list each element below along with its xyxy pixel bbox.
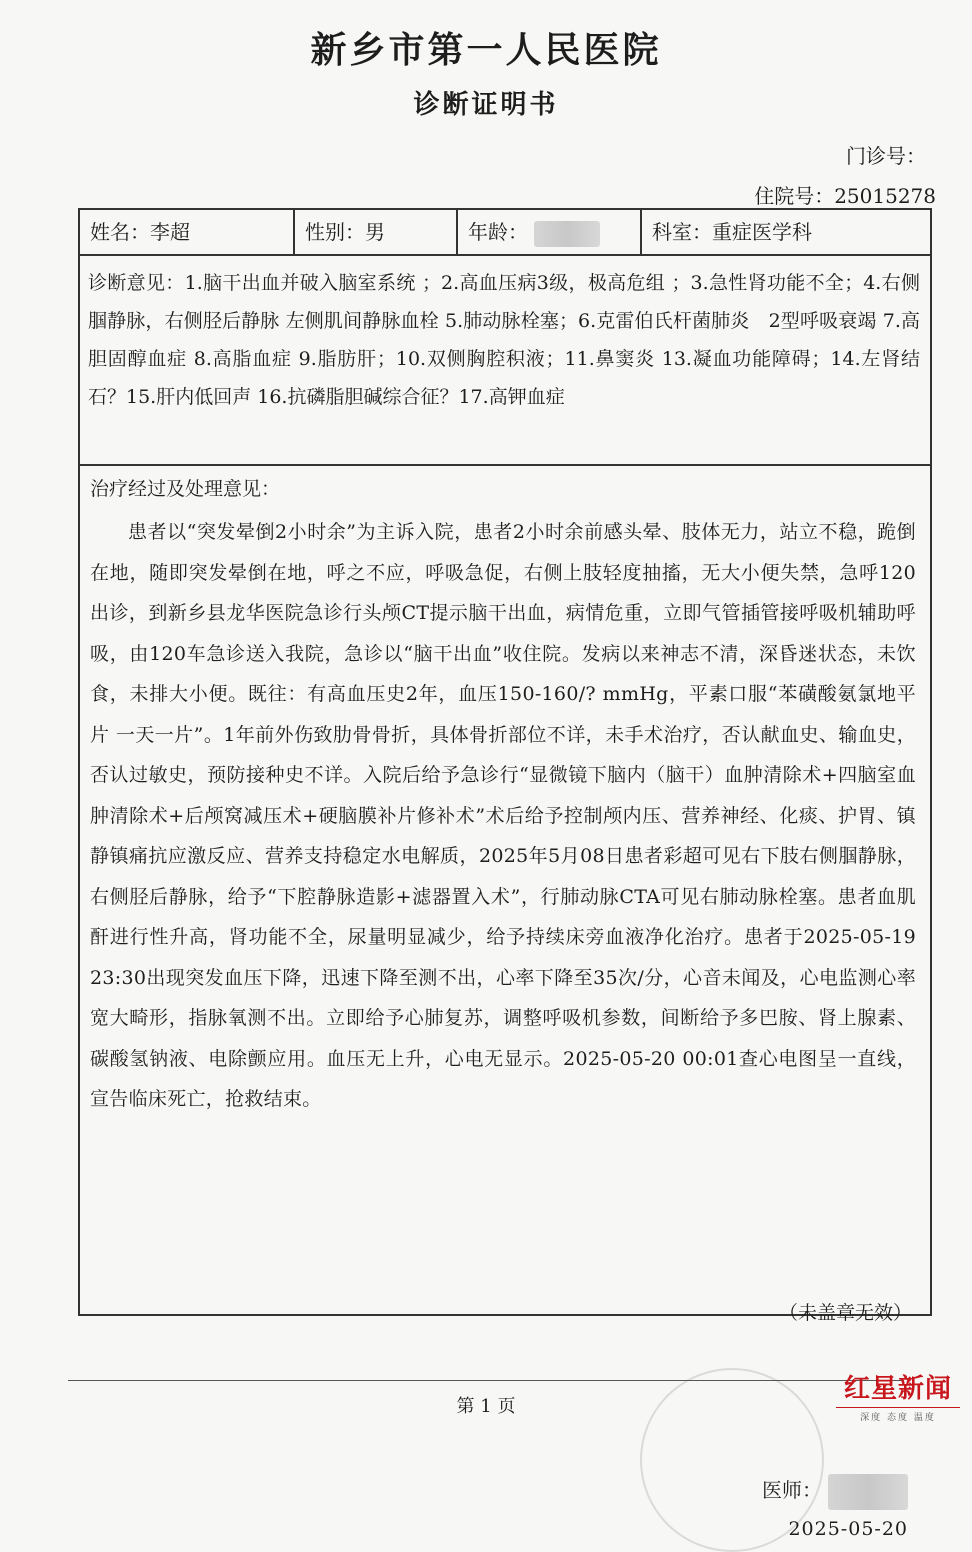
redacted-doctor-blur <box>828 1474 908 1510</box>
diagnosis-text: 诊断意见：1.脑干出血并破入脑室系统 ；2.高血压病3级，极高危组 ；3.急性肾功能不全；4.右侧腘静脉，右侧胫后静脉 左侧肌间静脉血栓 5.肺动脉栓塞；6.克雷伯氏杆菌肺炎 2型呼吸衰竭 7.高胆固醇血症 8.高脂血症 9.脂肪肝；10.双侧胸腔积液；11.鼻窦炎 13.凝血功能障碍；14.左肾结石？15.肝内低回声 16.抗磷脂胆碱综合征？17.高钾血症 <box>88 272 920 408</box>
patient-info-row <box>80 210 930 256</box>
doctor-signature <box>762 1470 908 1510</box>
patient-department: 科室：重症医学科 <box>652 220 812 244</box>
stamp-notice: （未盖章无效） <box>778 1302 912 1324</box>
inpatient-number: 住院号：25015278 <box>754 184 936 208</box>
patient-age-label: 年龄： <box>468 220 528 244</box>
watermark-brand: 红星新闻 <box>843 1374 952 1404</box>
hospital-name: 新乡市第一人民医院 <box>310 29 662 71</box>
outpatient-number: 门诊号： <box>846 144 926 168</box>
treatment-heading: 治疗经过及处理意见： <box>90 478 281 500</box>
page-number: 第 1 页 <box>456 1396 516 1417</box>
watermark-tagline: 深度 态度 温度 <box>836 1407 960 1423</box>
signature-date: 2025-05-20 <box>788 1518 908 1540</box>
patient-age <box>458 210 642 254</box>
patient-name: 姓名：李超 <box>80 210 295 254</box>
diagnosis-section <box>80 256 930 466</box>
doctor-label: 医师： <box>762 1478 822 1502</box>
footer-divider <box>68 1380 904 1381</box>
redacted-age-blur <box>534 221 600 247</box>
watermark-logo <box>836 1368 960 1423</box>
document-title: 诊断证明书 <box>413 90 559 120</box>
treatment-body: 患者以“突发晕倒2小时余”为主诉入院，患者2小时余前感头晕、肢体无力，站立不稳，跪倒在地，随即突发晕倒在地，呼之不应，呼吸急促，右侧上肢轻度抽搐，无大小便失禁，急呼120出诊，到新乡县龙华医院急诊行头颅CT提示脑干出血，病情危重，立即气管插管接呼吸机辅助呼吸，由120车急诊送入我院，急诊以“脑干出血”收住院。发病以来神志不清，深昏迷状态，未饮食，未排大小便。既往：有高血压史2年，血压150-160/? mmHg，平素口服“苯磺酸氨氯地平片 一天一片”。1年前外伤致肋骨骨折，具体骨折部位不详，未手术治疗，否认献血史、输血史，否认过敏史，预防接种史不详。入院后给予急诊行“显微镜下脑内（脑干）血肿清除术+四脑室血肿清除术+后颅窝减压术+硬脑膜补片修补术”术后给予控制颅内压、营养神经、化痰、护胃、镇静镇痛抗应激反应、营养支持稳定水电解质，2025年5月08日患者彩超可见右下肢右侧腘静脉，右侧胫后静脉，给予“下腔静脉造影+滤器置入术”，行肺动脉CTA可见右肺动脉栓塞。患者血肌酐进行性升高，肾功能不全，尿量明显减少，给予持续床旁血液净化治疗。患者于2025-05-19 23:30出现突发血压下降，迅速下降至测不出，心率下降至35次/分，心音未闻及，心电监测心率宽大畸形，指脉氧测不出。立即给予心肺复苏，调整呼吸机参数，间断给予多巴胺、肾上腺素、碳酸氢钠液、电除颤应用。血压无上升，心电无显示。2025-05-20 00:01查心电图呈一直线，宣告临床死亡，抢救结束。 <box>90 521 916 1110</box>
patient-sex: 性别：男 <box>295 210 458 254</box>
